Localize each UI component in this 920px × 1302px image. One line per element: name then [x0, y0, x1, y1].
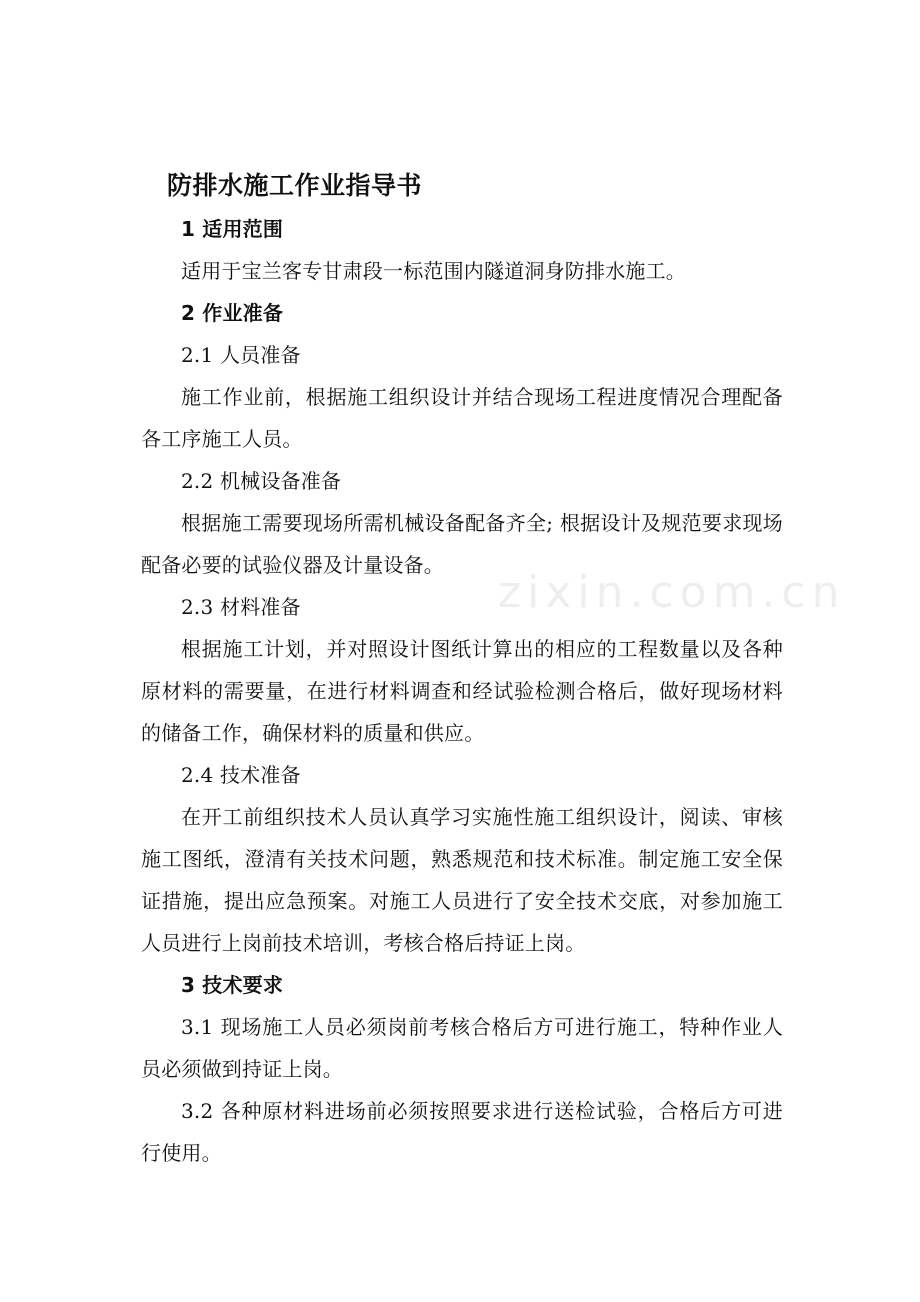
subheading-technical: 2.4 技术准备: [181, 763, 301, 787]
watermark: zixin.com.cn: [498, 567, 846, 618]
paragraph-personnel: 施工作业前，根据施工组织设计并结合现场工程进度情况合理配备各工序施工人员。: [141, 385, 783, 451]
subheading-personnel: 2.1 人员准备: [181, 343, 301, 367]
section-heading-preparation: 2 作业准备: [181, 301, 284, 325]
paragraph-materials: 根据施工计划，并对照设计图纸计算出的相应的工程数量以及各种原材料的需要量，在进行材料调查和经试验检测合格后，做好现场材料的储备工作，确保材料的质量和供应。: [141, 637, 783, 745]
document-title: 防排水施工作业指导书: [167, 171, 423, 200]
subheading-materials: 2.3 材料准备: [181, 595, 301, 619]
section-heading-requirements: 3 技术要求: [181, 973, 284, 997]
document-body: [141, 208, 783, 1174]
paragraph-requirement-1: 3.1 现场施工人员必须岗前考核合格后方可进行施工，特种作业人员必须做到持证上岗。: [141, 1015, 783, 1081]
paragraph-requirement-2: 3.2 各种原材料进场前必须按照要求进行送检试验，合格后方可进行使用。: [141, 1099, 783, 1165]
paragraph-equipment: 根据施工需要现场所需机械设备配备齐全; 根据设计及规范要求现场配备必要的试验仪器及计量设备。: [141, 511, 783, 577]
subheading-equipment: 2.2 机械设备准备: [181, 469, 342, 493]
paragraph-scope: 适用于宝兰客专甘肃段一标范围内隧道洞身防排水施工。: [181, 259, 686, 283]
section-heading-scope: 1 适用范围: [181, 217, 284, 241]
paragraph-technical: 在开工前组织技术人员认真学习实施性施工组织设计，阅读、审核施工图纸，澄清有关技术问题，熟悉规范和技术标准。制定施工安全保证措施，提出应急预案。对施工人员进行了安全技术交底，对参加施工人员进行上岗前技术培训，考核合格后持证上岗。: [141, 805, 783, 955]
